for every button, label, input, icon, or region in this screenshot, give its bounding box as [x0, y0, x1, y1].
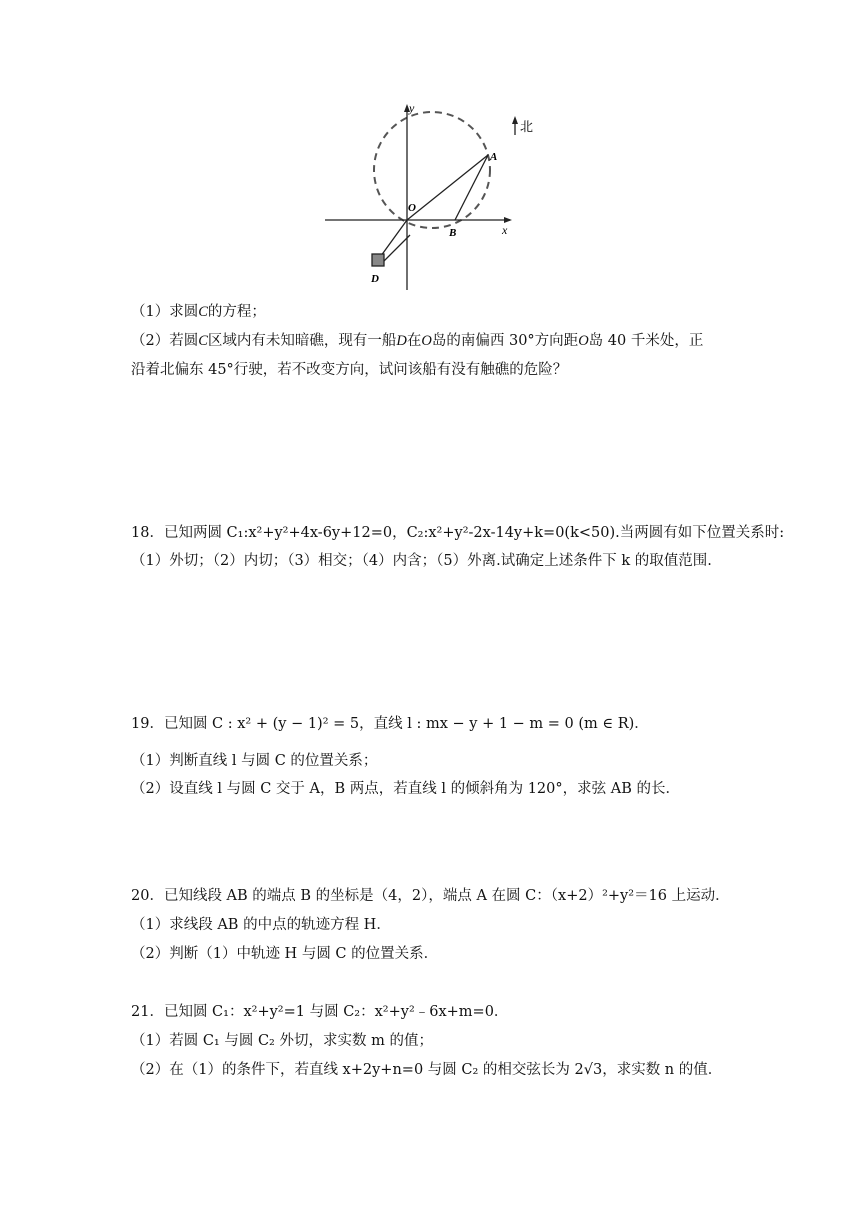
q18-conditions: （1）外切；（2）内切；（3）相交；（4）内含；（5）外离.试确定上述条件下 k 的取值范围.: [131, 553, 712, 569]
segment-OA: [407, 155, 488, 220]
segment-AB: [455, 155, 488, 220]
q17-part2-line1: （2）若圆C区域内有未知暗礁，现有一船D在O岛的南偏西 30°方向距O岛 40 千米处，正: [131, 333, 704, 349]
q20-part1: （1）求线段 AB 的中点的轨迹方程 H．: [131, 917, 391, 933]
label-A: A: [490, 151, 498, 163]
q21-part2: （2）在（1）的条件下，若直线 x+2y+n=0 与圆 C₂ 的相交弦长为 2√3，求实数 n 的值．: [131, 1062, 723, 1078]
q20-stem: 20．已知线段 AB 的端点 B 的坐标是（4，2），端点 A 在圆 C：（x+2）²+y²＝16 上运动．: [131, 888, 730, 904]
q19-stem: 19．已知圆 C : x² + (y − 1)² = 5，直线 l : mx − y + 1 − m = 0 (m ∈ R)．: [131, 716, 649, 732]
label-x: x: [502, 223, 508, 237]
q18-stem: 18．已知两圆 C₁:x²+y²+4x-6y+12=0，C₂:x²+y²-2x-14y+k=0(k<50).当两圆有如下位置关系时:: [131, 525, 785, 541]
q20-part2: （2）判断（1）中轨迹 H 与圆 C 的位置关系．: [131, 946, 439, 962]
ship-D-marker: [372, 254, 384, 266]
q17-part2-line2: 沿着北偏东 45°行驶，若不改变方向，试问该船有没有触礁的危险？: [131, 362, 568, 378]
geometry-figure: [320, 100, 550, 295]
dashed-circle: [374, 112, 490, 228]
label-y: y: [409, 101, 415, 115]
q19-part2: （2）设直线 l 与圆 C 交于 A，B 两点，若直线 l 的倾斜角为 120°，求弦 AB 的长．: [131, 781, 680, 797]
north-arrow-head: [512, 116, 518, 124]
q21-part1: （1）若圆 C₁ 与圆 C₂ 外切，求实数 m 的值；: [131, 1033, 433, 1049]
q19-part1: （1）判断直线 l 与圆 C 的位置关系；: [131, 753, 378, 769]
label-O: O: [408, 202, 416, 214]
label-B: B: [449, 227, 457, 239]
label-D: D: [371, 273, 379, 285]
q21-stem: 21．已知圆 C₁：x²+y²=1 与圆 C₂：x²+y²﹣6x+m=0．: [131, 1004, 509, 1020]
q17-part1: （1）求圆C的方程；: [131, 304, 266, 320]
north-label: 北: [520, 119, 534, 134]
